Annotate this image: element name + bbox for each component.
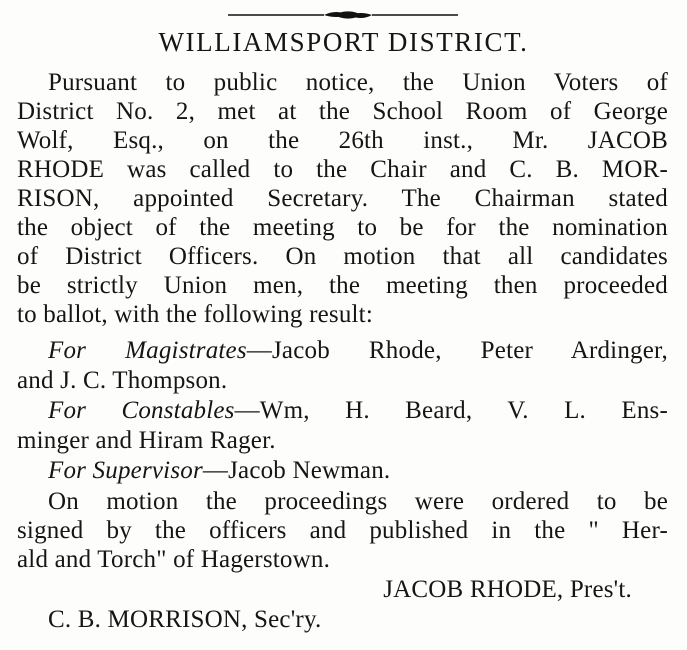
nomination-constables [48, 396, 668, 426]
paragraph-line-4: RHODE was called to the Chair and C. B. MOR- [17, 156, 668, 183]
paragraph-line-6: the object of the meeting to be for the nomination [17, 214, 668, 241]
nomination-magistrates-cont: and J. C. Thompson. [17, 367, 228, 394]
paragraph-line-9: to ballot, with the following result: [17, 301, 373, 328]
paragraph-line-2: District No. 2, met at the School Room of George [17, 98, 668, 125]
paragraph-line-3: Wolf, Esq., on the 26th inst., Mr. JACOB [17, 127, 668, 154]
secretary-signature: C. B. MORRISON, Sec'ry. [48, 606, 322, 633]
nominee-names: —Jacob Rhode, Peter Ardinger, [246, 337, 668, 364]
nomination-constables-cont: minger and Hiram Rager. [17, 427, 276, 454]
nominee-names: —Jacob Newman. [202, 457, 391, 484]
closing-line-1: On motion the proceedings were ordered to be [48, 488, 668, 515]
paragraph-line-7: of District Officers. On motion that all candidates [17, 243, 668, 270]
closing-line-2: signed by the officers and published in the " Her- [17, 517, 668, 544]
president-signature: JACOB RHODE, Pres't. [383, 576, 632, 603]
paragraph-line-1: Pursuant to public notice, the Union Voters of [48, 69, 668, 96]
decorative-rule [228, 8, 458, 22]
nomination-magistrates [48, 336, 668, 366]
nominee-names: —Wm, H. Beard, V. L. Ens- [234, 397, 669, 424]
office-label: For Magistrates [48, 337, 247, 364]
paragraph-line-5: RISON, appointed Secretary. The Chairman stated [17, 185, 668, 212]
paragraph-line-8: be strictly Union men, the meeting then proceeded [17, 272, 668, 299]
article-heading: WILLIAMSPORT DISTRICT. [158, 27, 529, 57]
closing-line-3: ald and Torch" of Hagerstown. [17, 546, 331, 573]
office-label: For Constables [48, 397, 235, 424]
office-label: For Supervisor [48, 457, 203, 484]
nomination-supervisor [48, 456, 390, 486]
